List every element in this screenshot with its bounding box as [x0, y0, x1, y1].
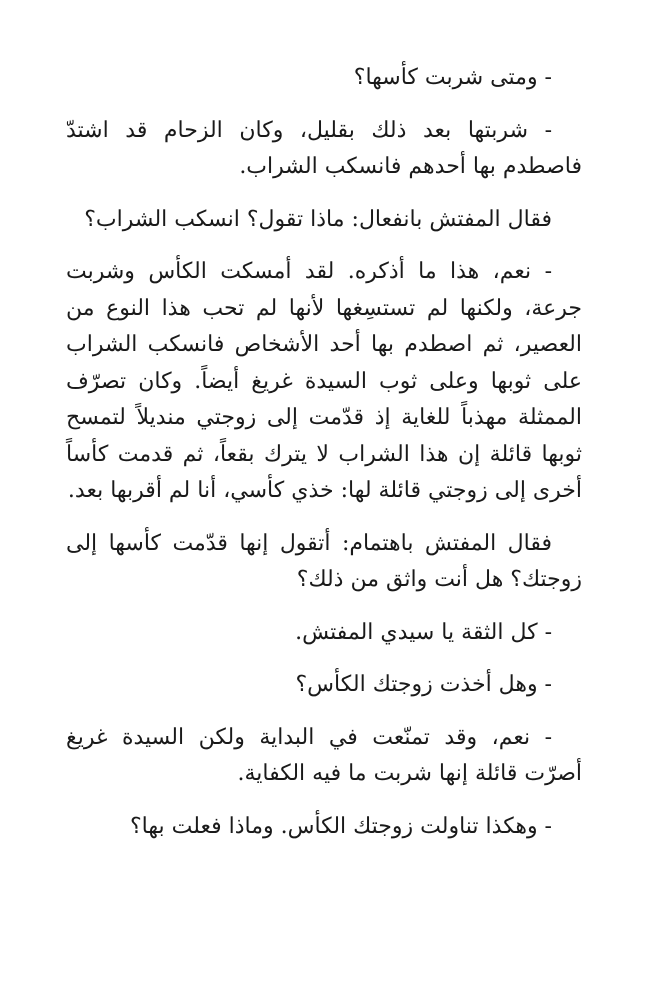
paragraph-9: - وهكذا تناولت زوجتك الكأس. وماذا فعلت بها؟ [129, 813, 552, 839]
paragraph-6: - كل الثقة يا سيدي المفتش. [295, 619, 552, 645]
paragraph-2: - شربتها بعد ذلك بقليل، وكان الزحام قد اشتدّ فاصطدم بها أحدهم فانسكب الشراب. [66, 117, 582, 179]
paragraph-3: فقال المفتش بانفعال: ماذا تقول؟ انسكب الشراب؟ [84, 206, 552, 232]
paragraph-4: - نعم، هذا ما أذكره. لقد أمسكت الكأس وشربت جرعة، ولكنها لم تستسِغها لأنها لم تحب هذا النوع من العصير، ثم اصطدم بها أحد الأشخاص فانسكب الشراب على ثوبها وعلى ثوب السيدة غريغ أيضاً. وكان تصرّف الممثلة مهذباً للغاية إذ قدّمت إلى زوجتي منديلاً لتمسح ثوبها قائلة إن هذا الشراب لا يترك بقعاً، ثم قدمت كأساً أخرى إلى زوجتي قائلة لها: خذي كأسي، أنا لم أقربها بعد. [66, 259, 582, 503]
paragraph-7: - وهل أخذت زوجتك الكأس؟ [295, 672, 552, 697]
paragraph-8: - نعم، وقد تمنّعت في البداية ولكن السيدة غريغ أصرّت قائلة إنها شربت ما فيه الكفاية. [66, 724, 582, 786]
paragraph-5: فقال المفتش باهتمام: أتقول إنها قدّمت كأسها إلى زوجتك؟ هل أنت واثق من ذلك؟ [66, 530, 582, 592]
paragraph-1: - ومتى شربت كأسها؟ [353, 65, 552, 90]
book-page [66, 60, 582, 845]
